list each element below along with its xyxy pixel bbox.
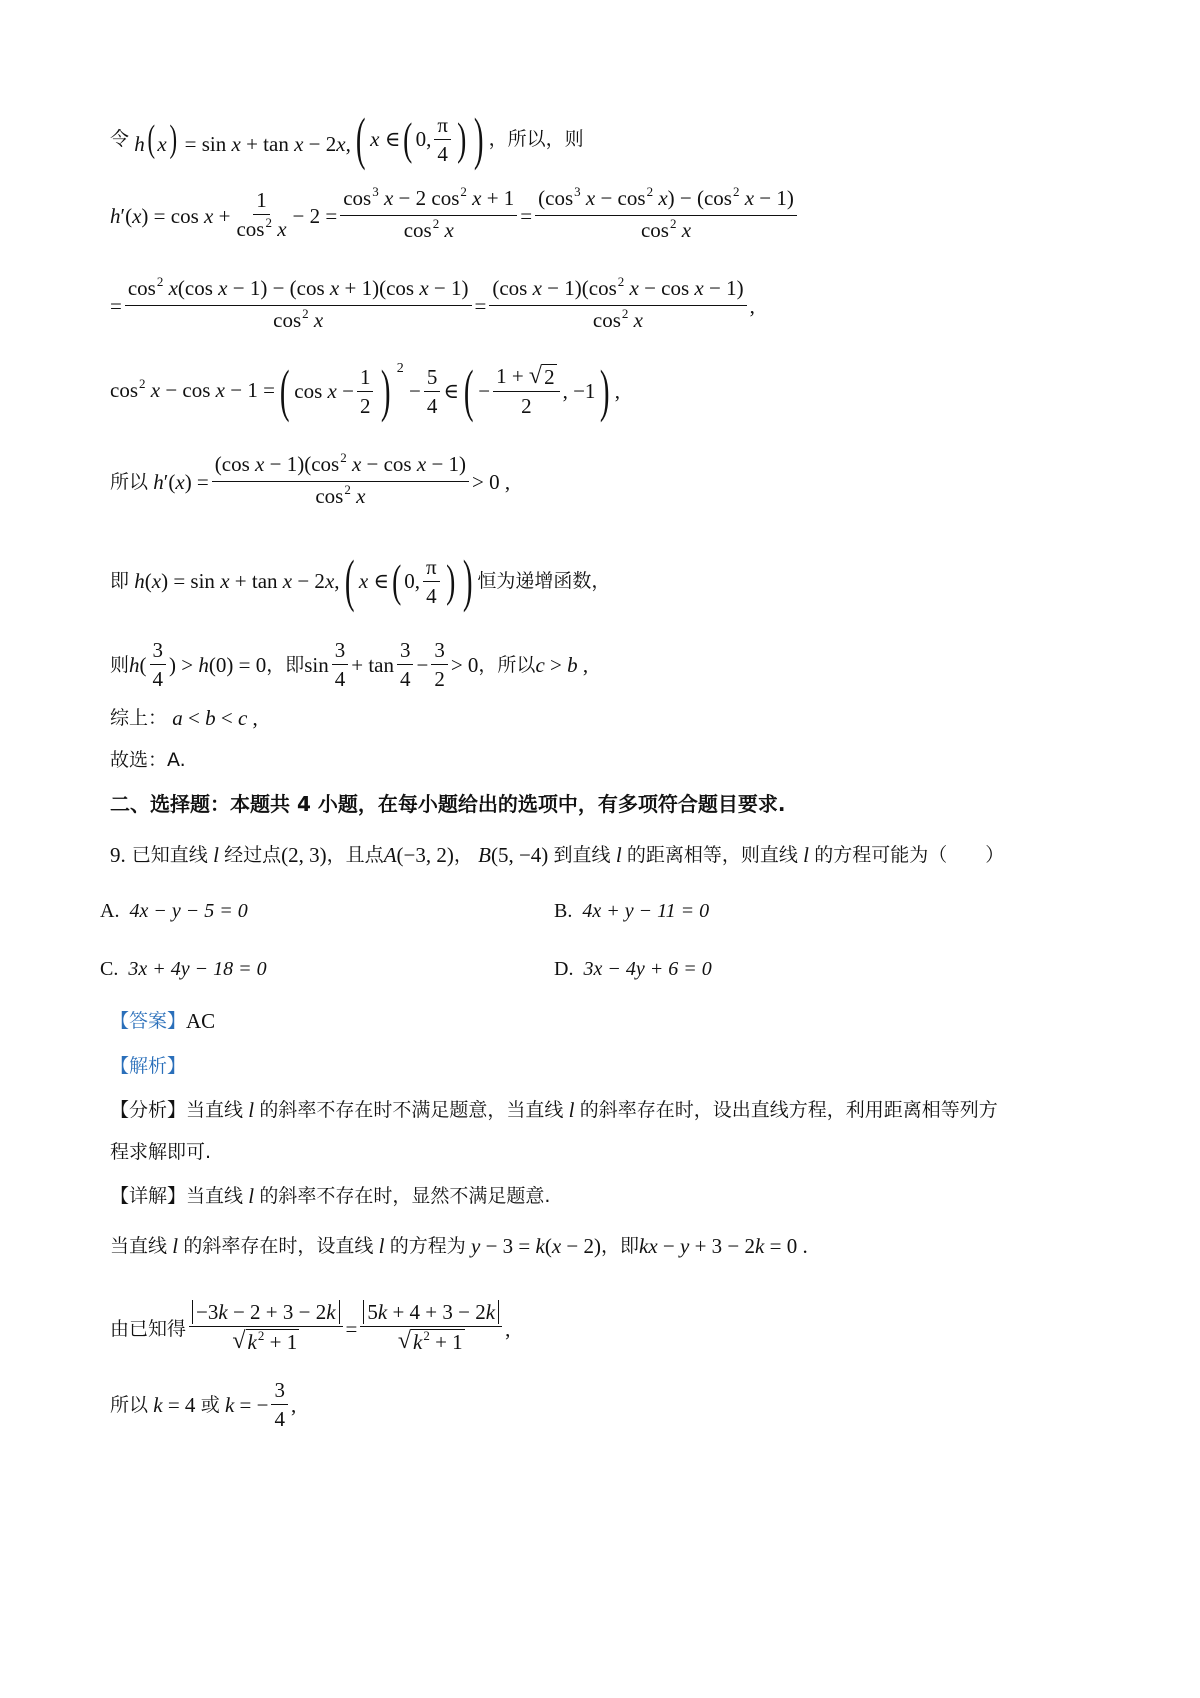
option-label: B.: [554, 900, 573, 922]
xiangjie-tag: 【详解】: [110, 1185, 187, 1207]
text: 当直线: [186, 1099, 244, 1121]
fenxi-tag: 【分析】: [110, 1099, 187, 1121]
text: 所以: [110, 470, 149, 493]
text: 由已知得: [110, 1317, 187, 1340]
fraction: $\frac{(\cos x - 1)(\cos^2 x - \cos x - 1)}{\cos^2 x}$: [212, 452, 469, 511]
fraction: $\frac{3}{4}$: [271, 1378, 288, 1431]
text: 当直线: [186, 1185, 244, 1207]
answer-value: AC: [186, 1009, 216, 1033]
line-range: $\cos^2 x - \cos x - 1$ = ( cos x − $\frac{1}{2}$ ) 2 − $\frac{5}{4}$ ∈ ( − 1 + √ 2 2 , −1 ) ,: [110, 358, 621, 423]
analysis-line: [110, 1052, 186, 1080]
option-expr: 4x − y − 5 = 0: [129, 900, 248, 922]
text: ，所以: [478, 653, 536, 676]
fraction: $\frac{5}{4}$: [424, 365, 441, 418]
option-expr: 3x − 4y + 6 = 0: [583, 958, 712, 980]
fraction: $\frac{3}{4}$: [150, 638, 167, 691]
section-title: [110, 790, 785, 818]
analysis-tag: 【解析】: [110, 1055, 187, 1077]
fraction: $\frac{(\cos x - 1)(\cos^2 x - \cos x - 1)}{\cos^2 x}$: [489, 276, 746, 335]
option-label: C.: [100, 958, 119, 980]
line-define-h: 令 h( x) = sin x + tan x − 2x, ( x ∈ ( 0, $\frac{\pi}{4}$ ) ) ，所以，则: [110, 106, 584, 171]
text: 则: [110, 653, 130, 676]
xiangjie-line-1: 【详解】 当直线 l 的斜率不存在时，显然不满足题意.: [110, 1184, 551, 1208]
text: ，: [453, 844, 473, 866]
fraction: 1 + √ 2 2: [493, 364, 560, 418]
fraction: $\frac{(\cos^3 x - \cos^2 x) - (\cos^2 x - 1)}{\cos^2 x}$: [535, 186, 797, 245]
fenxi-line-2: [110, 1138, 211, 1166]
line-positive: 所以 h′(x) = $\frac{(\cos x - 1)(\cos^2 x - \cos x - 1)}{\cos^2 x}$ > 0 ,: [110, 452, 510, 511]
fraction: $\frac{\pi}{4}$: [423, 555, 440, 608]
option-label: D.: [554, 958, 574, 980]
text: 的斜率不存在时不满足题意，当直线: [259, 1099, 564, 1121]
xiangjie-line-4: 所以 k = 4 或 k = − $\frac{3}{4}$ ,: [110, 1378, 297, 1431]
answer-tag: 【答案】: [110, 1010, 187, 1032]
text: 恒为递增函数，: [477, 570, 611, 592]
text: 程求解即可.: [110, 1141, 212, 1163]
text: ，所以，则: [488, 128, 584, 150]
line-summary: 综上： a < b < c ,: [110, 706, 258, 730]
xiangjie-line-2: 当直线 l 的斜率存在时，设直线 l 的方程为 y − 3 = k(x − 2) ，即 kx − y + 3 − 2k = 0 .: [110, 1234, 808, 1258]
xiangjie-line-3: 由已知得 −3k − 2 + 3 − 2k √ $k^2 + 1$ = 5k + 4 + 3 − 2k √ $k^2 + 1$ ,: [110, 1300, 510, 1357]
option-expr: 3x + 4y − 18 = 0: [128, 958, 267, 980]
text: 经过点: [224, 844, 282, 866]
text: 故选：A.: [110, 749, 186, 771]
fraction: $\frac{\cos^2 x(\cos x - 1) - (\cos x + 1)(\cos x - 1)}{\cos^2 x}$: [125, 276, 472, 335]
text: ，即: [266, 653, 305, 676]
fraction: $\frac{1}{\cos^2 x}$: [236, 187, 287, 241]
text: 的斜率存在时，设直线: [183, 1235, 374, 1257]
text: 的方程为: [389, 1235, 466, 1257]
line-increasing: 即 h(x) = sin x + tan x − 2x, ( x ∈ ( 0, $\frac{\pi}{4}$ ) ) 恒为递增函数，: [110, 548, 611, 613]
math-expr: h( x) = sin x + tan x − 2x,: [134, 118, 351, 160]
line-choice: [110, 746, 186, 774]
fraction: −3k − 2 + 3 − 2k √ $k^2 + 1$: [189, 1300, 343, 1357]
fraction: $\frac{3}{4}$: [397, 638, 414, 691]
option-d: [554, 955, 712, 983]
section-heading: 二、选择题：本题共 4 小题，在每小题给出的选项中，有多项符合题目要求.: [110, 792, 786, 816]
text: 已知直线: [131, 844, 208, 866]
text: ，即: [601, 1235, 640, 1257]
text: 或: [200, 1393, 220, 1416]
line-compare: 则 h( $\frac{3}{4}$ ) > h(0) = 0 ，即 sin $\frac{3}{4}$ + tan $\frac{3}{4}$ − $\frac{3}{2}$ > 0 ，所以 c > b ,: [110, 638, 589, 691]
fraction: 5k + 4 + 3 − 2k √ $k^2 + 1$: [360, 1300, 502, 1357]
text: 当直线: [110, 1235, 168, 1257]
option-b: [554, 897, 709, 925]
fraction: $\frac{3}{2}$: [431, 638, 448, 691]
fraction: $\frac{\cos^3 x - 2 \cos^2 x + 1}{\cos^2 x}$: [340, 186, 517, 245]
text: ，且点: [326, 844, 384, 866]
text: 所以: [110, 1393, 149, 1416]
fraction: $\frac{3}{4}$: [332, 638, 349, 691]
text: 即: [110, 570, 130, 592]
question-number: 9.: [110, 843, 126, 867]
answer-line: [110, 1007, 215, 1035]
line-derivative: h′(x) = cos x + $\frac{1}{\cos^2 x}$ − 2 = $\frac{\cos^3 x - 2 \cos^2 x + 1}{\cos^2 x}$ = $\frac{(\cos^3 x - \cos^2 x) - (\cos^2 x - 1)}{\cos^2 x}$: [110, 186, 800, 245]
option-expr: 4x + y − 11 = 0: [582, 900, 710, 922]
text: 综上：: [110, 707, 168, 729]
question-stem: 9. 已知直线 l 经过点 (2, 3) ，且点 A(−3, 2) ， B(5, −4) 到直线 l 的距离相等，则直线 l 的方程可能为（ ）: [110, 843, 1005, 867]
fenxi-line-1: 【分析】 当直线 l 的斜率不存在时不满足题意，当直线 l 的斜率存在时，设出直线方程，利用距离相等列方: [110, 1098, 998, 1122]
text: 令: [110, 128, 130, 150]
line-factor: = $\frac{\cos^2 x(\cos x - 1) - (\cos x + 1)(\cos x - 1)}{\cos^2 x}$ = $\frac{(\cos x - 1)(\cos^2 x - \cos x - 1)}{\cos^2 x}$ ,: [110, 276, 755, 335]
fraction: $\frac{1}{2}$: [357, 365, 374, 418]
option-label: A.: [100, 900, 120, 922]
text: 的方程可能为（ ）: [814, 844, 1005, 866]
text: 的斜率存在时，设出直线方程，利用距离相等列方: [579, 1099, 998, 1121]
text: 到直线: [553, 844, 611, 866]
option-a: [100, 897, 248, 925]
math-expr: h′(x) = cos x +: [110, 203, 231, 228]
option-c: [100, 955, 267, 983]
fraction: $\frac{\pi}{4}$: [434, 113, 451, 166]
text: 的斜率不存在时，显然不满足题意.: [259, 1185, 551, 1207]
text: 的距离相等，则直线: [626, 844, 798, 866]
